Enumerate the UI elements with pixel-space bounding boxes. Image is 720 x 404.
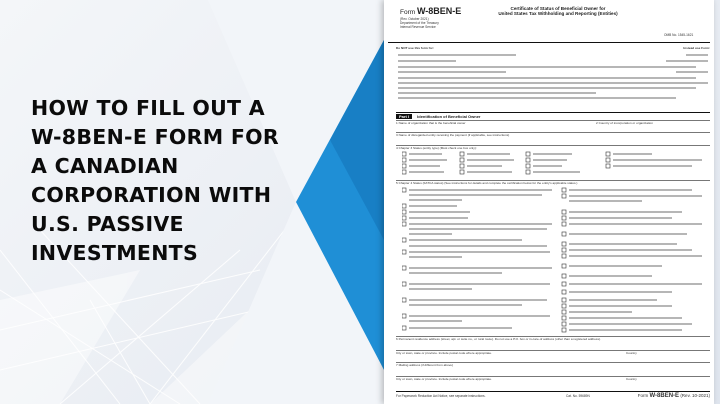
footer-revision: (Rev. 10-2021) xyxy=(680,393,710,398)
part1-title: Identification of Beneficial Owner xyxy=(417,114,481,119)
instead-use-label: Instead use Form: xyxy=(683,46,710,50)
line-5-label: 5 Chapter 4 Status (FATCA status) (See instructions for details and complete the certification below for the entity's applicable status.) xyxy=(396,181,578,185)
headline-line-3: A CANADIAN xyxy=(31,154,179,178)
line-4-label: 4 Chapter 3 Status (entity type) (Must check one box only): xyxy=(396,146,477,150)
form-department: Department of the Treasury xyxy=(400,21,439,25)
footer-form-number: W-8BEN-E xyxy=(649,393,680,399)
w8bene-form-document xyxy=(384,0,714,404)
line-5-heading xyxy=(396,181,710,185)
line-4-heading xyxy=(396,146,710,150)
do-not-use-heading xyxy=(396,46,710,50)
form-footer xyxy=(396,394,710,398)
line-6-label: 6 Permanent residence address (street, apt. or suite no., or rural route). Do not use a P.O. box or in-care-of address (other than a registered address). xyxy=(396,337,601,341)
omb-number: OMB No. 1545-1621 xyxy=(664,33,694,37)
headline-line-1: HOW TO FILL OUT A xyxy=(31,96,265,120)
form-rule xyxy=(396,391,710,392)
form-prefix: Form xyxy=(400,9,416,16)
line-7-label: 7 Mailing address (if different from above) xyxy=(396,363,454,367)
country-label-1: Country xyxy=(626,351,637,355)
footer-form-id xyxy=(638,393,710,399)
line-1-label: 1 Name of organization that is the beneficial owner xyxy=(396,121,466,125)
headline-line-6: INVESTMENTS xyxy=(31,241,199,265)
line-6-field[interactable] xyxy=(396,337,710,341)
do-not-use-label: Do NOT use this form for: xyxy=(396,46,434,50)
line-6-city-field[interactable] xyxy=(396,351,710,355)
line-7-city-field[interactable] xyxy=(396,377,710,381)
line-7-field[interactable] xyxy=(396,363,710,367)
headline-line-2: W-8BEN-E FORM FOR xyxy=(31,125,279,149)
headline-line-5: U.S. PASSIVE xyxy=(31,212,184,236)
line-3-field[interactable] xyxy=(396,133,710,137)
part1-divider xyxy=(396,112,710,113)
line-1-field[interactable] xyxy=(396,121,710,125)
headline xyxy=(31,94,311,268)
form-irs: Internal Revenue Service xyxy=(400,25,436,29)
city-label-1: City or town, state or province. Include postal code where appropriate. xyxy=(396,351,492,355)
city-label-2: City or town, state or province. Include postal code where appropriate. xyxy=(396,377,492,381)
headline-line-4: CORPORATION WITH xyxy=(31,183,272,207)
do-not-use-list-lines xyxy=(396,52,710,102)
form-title-line-2: United States Tax Withholding and Reporting (Entities) xyxy=(498,11,618,17)
catalog-number: Cat. No. 59689N xyxy=(566,394,590,398)
line-3-label: 3 Name of disregarded entity receiving the payment (if applicable, see instructions) xyxy=(396,133,510,137)
chapter4-checkbox-list[interactable] xyxy=(402,187,708,333)
chapter3-checkbox-grid[interactable] xyxy=(402,151,708,177)
part1-tag: Part I xyxy=(396,114,412,119)
form-number-text: W-8BEN-E xyxy=(416,6,462,16)
line-2-label: 2 Country of incorporation or organization xyxy=(596,121,653,125)
form-title-line-1: Certificate of Status of Beneficial Owner for xyxy=(510,6,606,11)
paperwork-notice: For Paperwork Reduction Act Notice, see separate instructions. xyxy=(396,394,486,398)
form-header xyxy=(388,3,710,43)
form-revision-block xyxy=(400,17,446,29)
form-title xyxy=(458,6,658,17)
part1-heading xyxy=(396,114,480,119)
country-label-2: Country xyxy=(626,377,637,381)
footer-form-prefix: Form xyxy=(637,393,649,398)
form-number xyxy=(400,6,461,16)
form-revision: (Rev. October 2021) xyxy=(400,17,429,21)
